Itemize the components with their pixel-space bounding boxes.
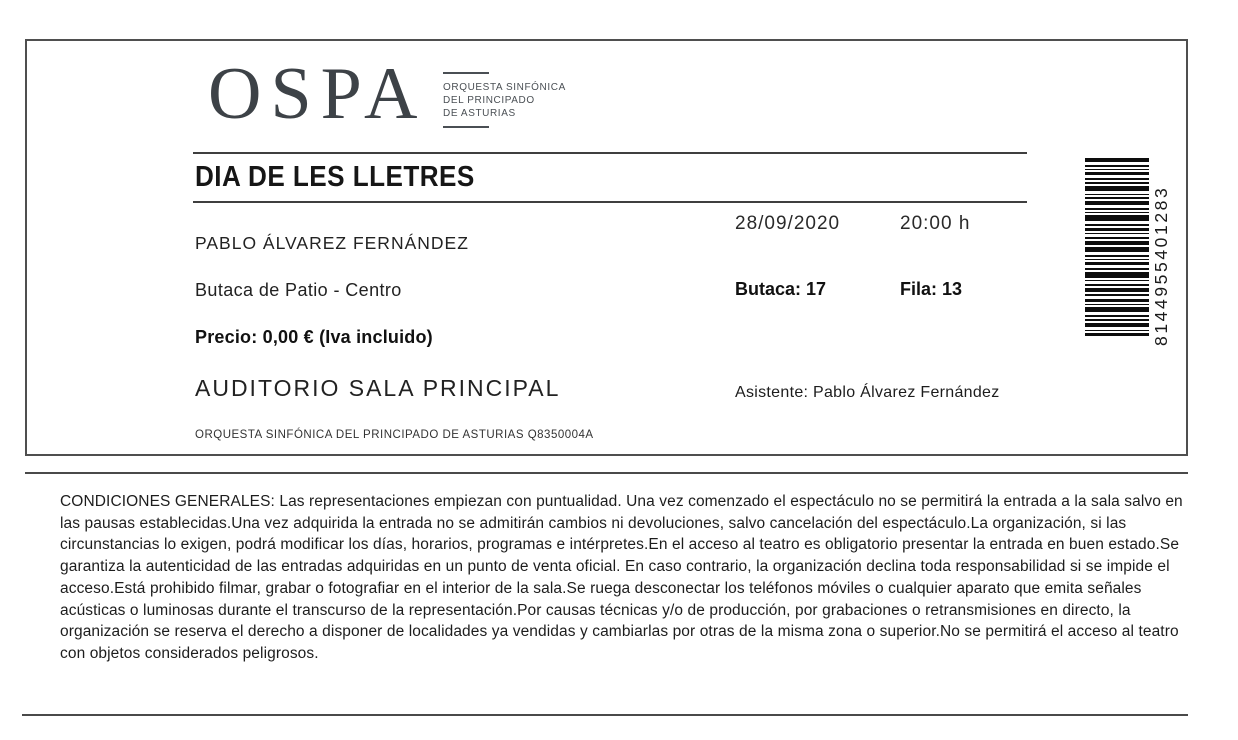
barcode-number-wrap (1149, 158, 1175, 346)
barcode-number: 8144955401283 (1151, 185, 1171, 346)
issuer-line: ORQUESTA SINFÓNICA DEL PRINCIPADO DE ASTURIAS Q8350004A (195, 429, 594, 441)
price-line: Precio: 0,00 € (Iva incluido) (195, 327, 433, 347)
event-title: DIA DE LES LLETRES (195, 161, 475, 193)
attendee-line: Asistente: Pablo Álvarez Fernández (735, 384, 1000, 401)
seat-number: Butaca: 17 (735, 279, 827, 299)
ticket-card (25, 39, 1188, 456)
logo-bottom-rule (443, 126, 489, 128)
barcode (1085, 158, 1149, 338)
conditions-text: CONDICIONES GENERALES: Las representaciones empiezan con puntualidad. Una vez comenzado el espectáculo no se permitirá la entrada a la sala salvo en las pausas establecidas.Una vez adquirida la entrada no se admitirán cambios ni devoluciones, salvo cancelación del espectáculo.La organización, si las circunstancias lo exigen, podrá modificar los días, horarios, programas e intérpretes.En el acceso al teatro es obligatorio presentar la entrada en buen estado.Se garantiza la autenticidad de las entradas adquiridas en un punto de venta oficial. En caso contrario, la organización declina toda responsabilidad si se impide el acceso.Está prohibido filmar, grabar o fotografiar en el interior de la sala.Se ruega desconectar los teléfonos móviles o cualquier aparato que emita señales acústicas o luminosas durante el transcurso de la representación.Por causas técnicas y/o de producción, por grabaciones o retransmisiones en directo, la organización se reserva el derecho a disponer de localidades ya vendidas y cambiarlas por otras de la misma zona o superior.No se permitirá el acceso al teatro con objetos considerados peligrosos. (60, 493, 1183, 662)
logo-org-text: ORQUESTA SINFÓNICA DEL PRINCIPADO DE ASTURIAS (443, 82, 566, 119)
section-divider-top (25, 472, 1188, 474)
ospa-logo-org-name (443, 72, 566, 128)
event-date: 28/09/2020 (735, 213, 841, 234)
ticket-holder-name: PABLO ÁLVAREZ FERNÁNDEZ (195, 233, 469, 253)
event-time: 20:00 h (900, 213, 971, 234)
row-number: Fila: 13 (900, 279, 963, 299)
venue-name: AUDITORIO SALA PRINCIPAL (195, 375, 561, 401)
seat-zone: Butaca de Patio - Centro (195, 280, 402, 300)
ospa-logo: OSPA (208, 53, 427, 135)
title-top-rule (193, 152, 1027, 154)
section-divider-bottom (22, 714, 1188, 716)
title-bottom-rule (193, 201, 1027, 203)
